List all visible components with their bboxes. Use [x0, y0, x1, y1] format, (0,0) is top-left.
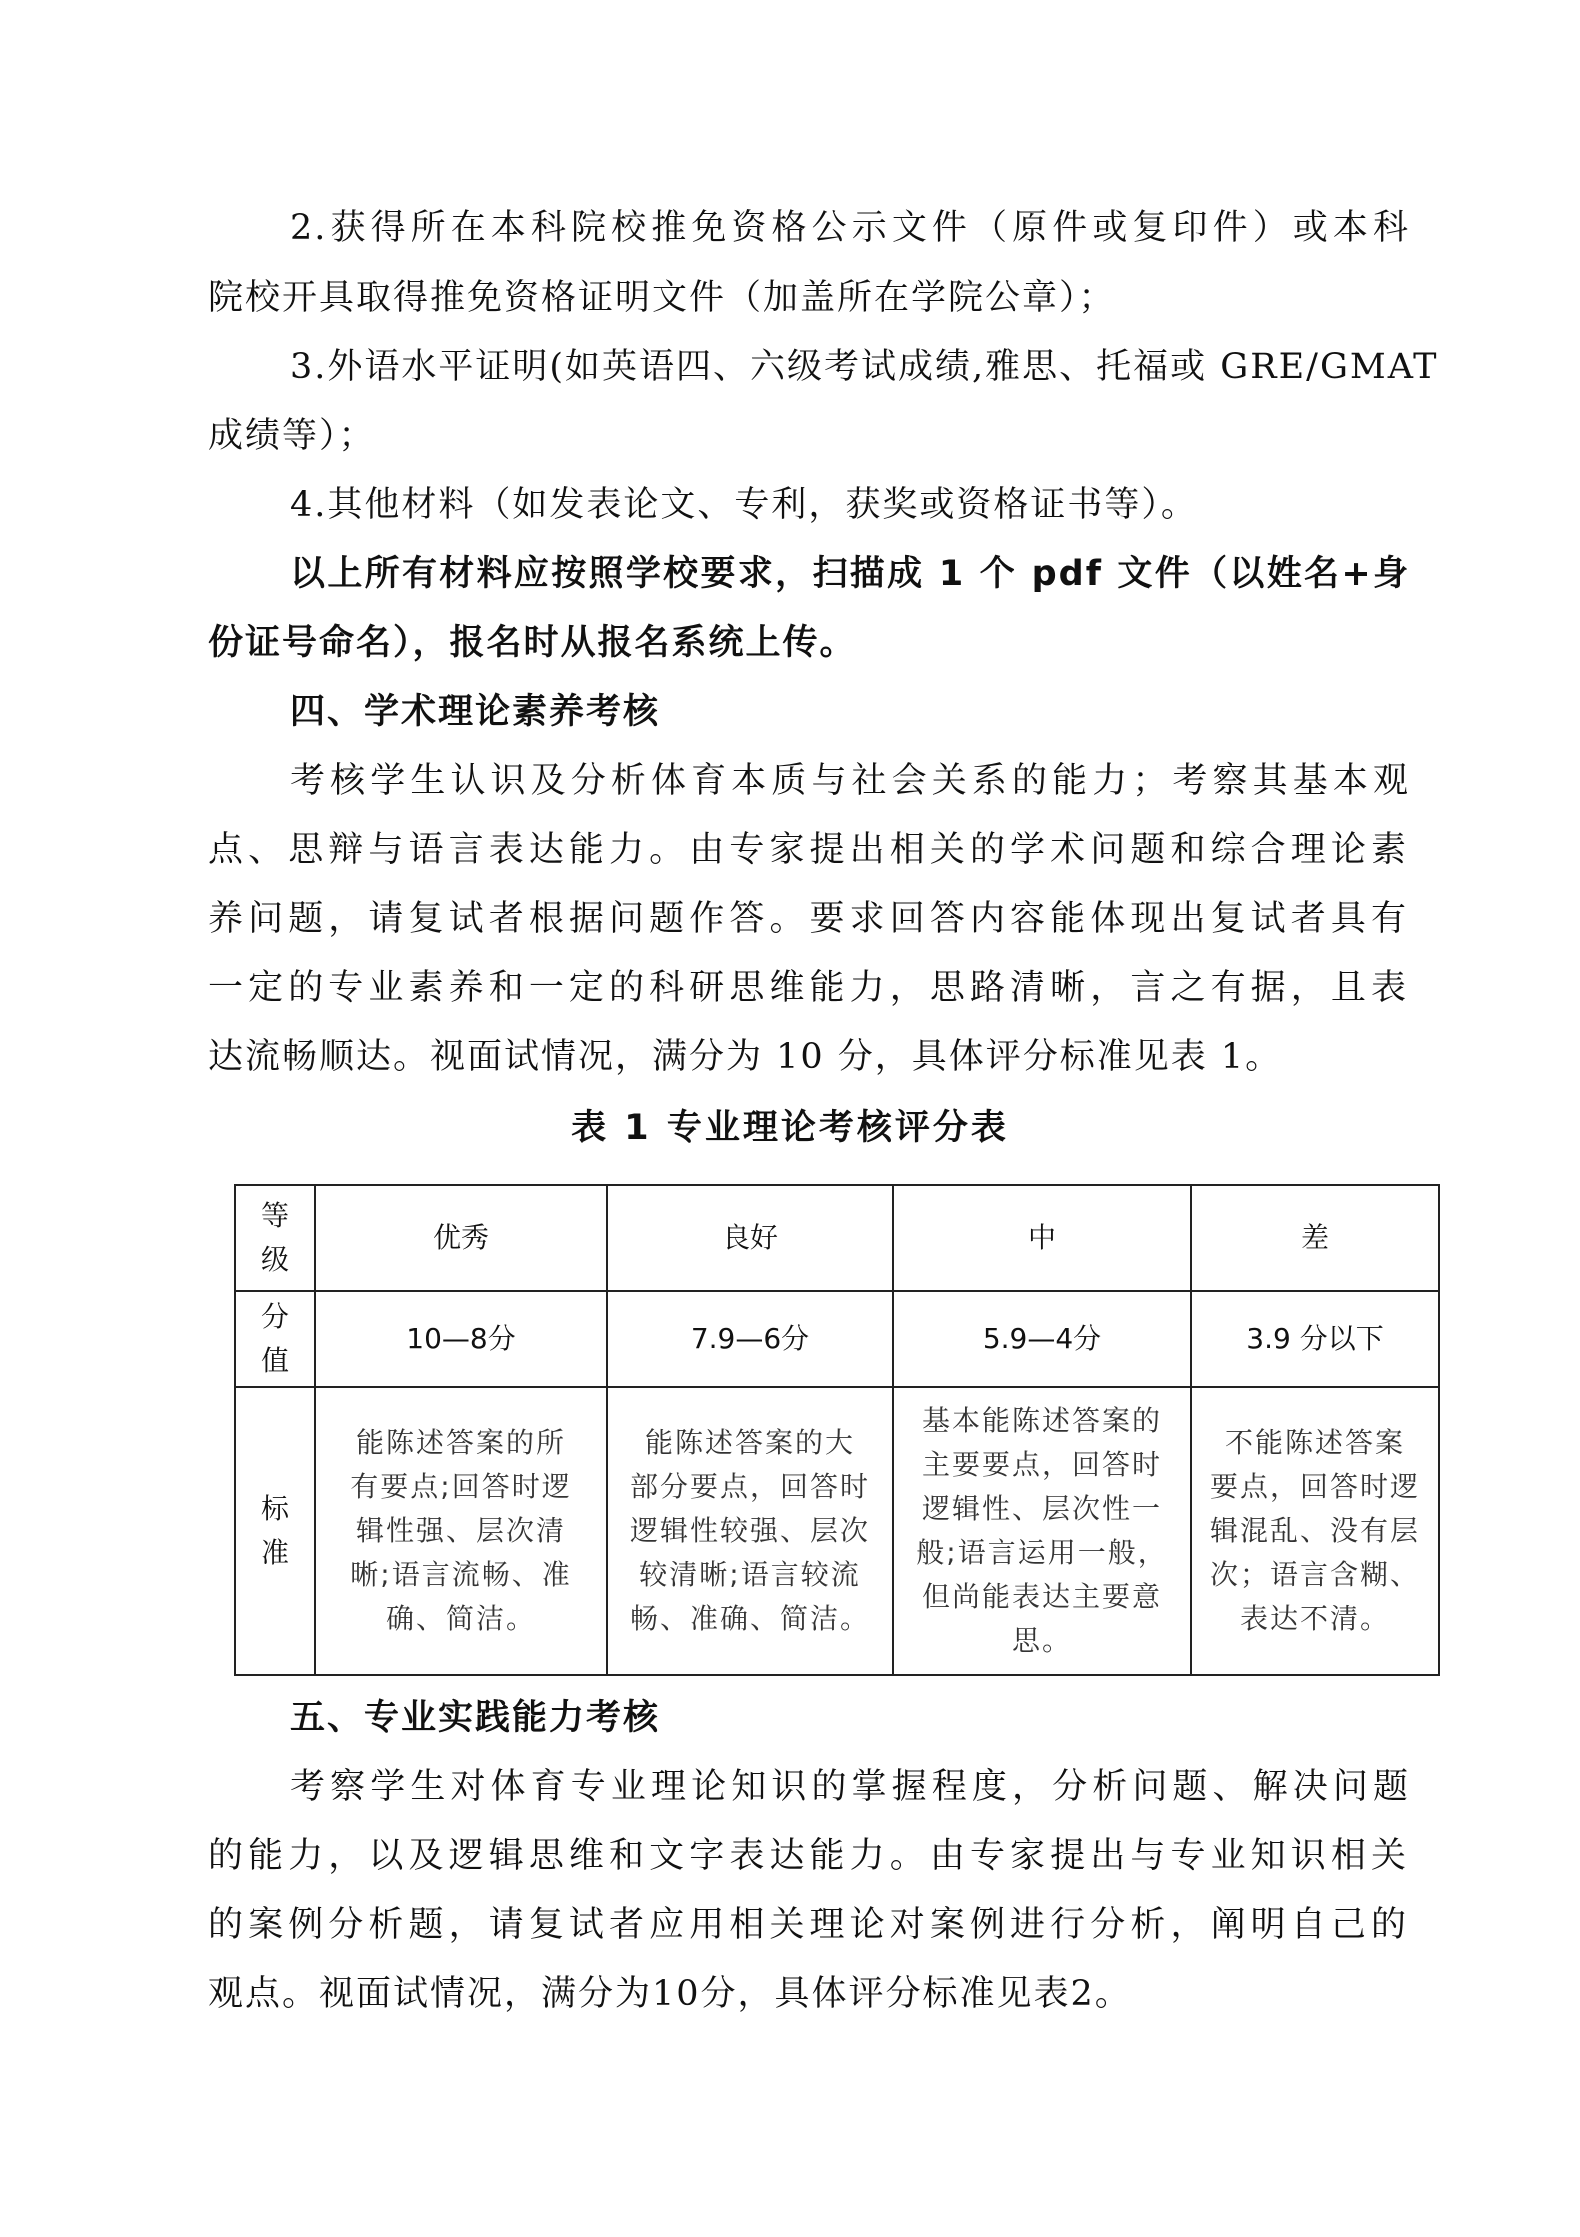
grade-header: 等 级: [235, 1185, 315, 1291]
score-poor: 3.9 分以下: [1191, 1291, 1439, 1387]
section4-title: 四、学术理论素养考核: [290, 692, 661, 732]
grade-medium: 中: [893, 1185, 1191, 1291]
grade-poor: 差: [1191, 1185, 1439, 1291]
section4-para-line3: 养问题，请复试者根据问题作答。要求回答内容能体现出复试者具有: [208, 899, 1408, 939]
score-medium: 5.9—4分: [893, 1291, 1191, 1387]
grade-excellent: 优秀: [315, 1185, 607, 1291]
criteria-medium: 基本能陈述答案的 主要要点，回答时 逻辑性、层次性一 般;语言运用一般， 但尚能表达主要意 思。: [893, 1387, 1191, 1675]
criteria-good: 能陈述答案的大 部分要点，回答时 逻辑性较强、层次 较清晰;语言较流 畅、准确、简洁。: [607, 1387, 893, 1675]
item3-line2: 成绩等）；: [208, 416, 376, 456]
score-excellent: 10—8分: [315, 1291, 607, 1387]
section5-para-line3: 的案例分析题，请复试者应用相关理论对案例进行分析，阐明自己的: [208, 1905, 1408, 1945]
criteria-header: 标 准: [235, 1387, 315, 1675]
score-good: 7.9—6分: [607, 1291, 893, 1387]
grade-good: 良好: [607, 1185, 893, 1291]
section4-para-line1: 考核学生认识及分析体育本质与社会关系的能力；考察其基本观: [290, 761, 1410, 801]
criteria-excellent: 能陈述答案的所 有要点;回答时逻 辑性强、层次清 晰;语言流畅、准 确、简洁。: [315, 1387, 607, 1675]
scoring-table: [234, 1184, 1440, 1676]
section5-title: 五、专业实践能力考核: [290, 1698, 661, 1738]
section4-para-line2: 点、思辩与语言表达能力。由专家提出相关的学术问题和综合理论素: [208, 830, 1408, 870]
item3-line1: 3.外语水平证明(如英语四、六级考试成绩,雅思、托福或 GRE/GMAT: [290, 347, 1439, 387]
score-header: 分 值: [235, 1291, 315, 1387]
criteria-poor: 不能陈述答案 要点，回答时逻 辑混乱、没有层 次；语言含糊、 表达不清。: [1191, 1387, 1439, 1675]
item2-line1: 2.获得所在本科院校推免资格公示文件（原件或复印件）或本科: [290, 208, 1410, 248]
item4-line: 4.其他材料（如发表论文、专利，获奖或资格证书等）。: [290, 485, 1198, 525]
section5-para-line1: 考察学生对体育专业理论知识的掌握程度，分析问题、解决问题: [290, 1767, 1410, 1807]
section4-para-line4: 一定的专业素养和一定的科研思维能力，思路清晰，言之有据，且表: [208, 968, 1408, 1008]
section5-para-line2: 的能力，以及逻辑思维和文字表达能力。由专家提出与专业知识相关: [208, 1836, 1408, 1876]
table1-caption: 表 1 专业理论考核评分表: [571, 1108, 1009, 1148]
note-line1: 以上所有材料应按照学校要求，扫描成 1 个 pdf 文件（以姓名+身: [290, 554, 1410, 594]
item2-line2: 院校开具取得推免资格证明文件（加盖所在学院公章）；: [208, 278, 1116, 318]
section5-para-line4: 观点。视面试情况，满分为10分，具体评分标准见表2。: [208, 1974, 1132, 2014]
note-line2: 份证号命名），报名时从报名系统上传。: [208, 623, 857, 663]
table-row-criteria: [235, 1387, 1439, 1675]
table-row-score: [235, 1291, 1439, 1387]
table-row-grade: [235, 1185, 1439, 1291]
section4-para-line5: 达流畅顺达。视面试情况，满分为 10 分，具体评分标准见表 1。: [208, 1037, 1283, 1077]
